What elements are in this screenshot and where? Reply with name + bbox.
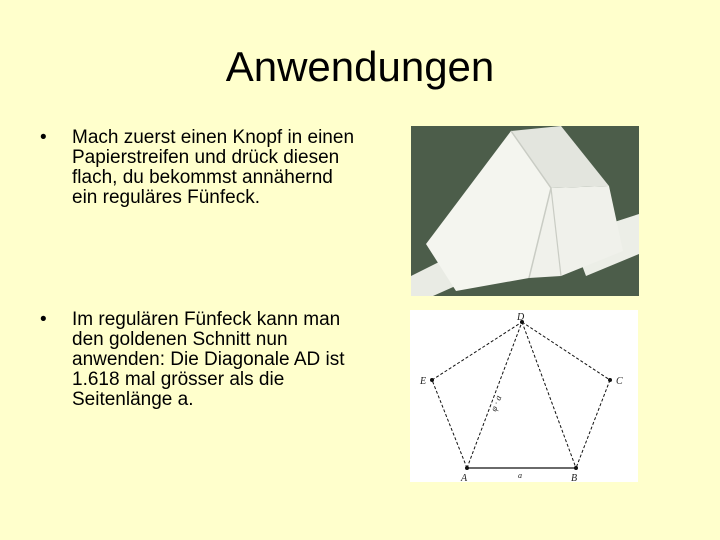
bullet-text: Im regulären Fünfeck kann man den goldenen Schnitt nun anwenden: Die Diagonale AD ist 1.618 mal grösser als die Seitenlänge a. xyxy=(72,309,345,410)
side-cb xyxy=(576,380,610,468)
vertex-label-d: D xyxy=(517,312,525,323)
vertex-c-point xyxy=(608,378,612,382)
vertex-b-point xyxy=(574,466,578,470)
vertex-a-point xyxy=(465,466,469,470)
vertex-label-e: E xyxy=(420,376,427,387)
side-label-a: a xyxy=(518,471,522,480)
slide-title: Anwendungen xyxy=(225,43,495,90)
vertex-label-a: A xyxy=(461,473,468,482)
side-dc xyxy=(522,322,610,380)
bullet-marker: • xyxy=(40,309,47,330)
side-ed xyxy=(432,322,522,380)
bullet-marker: • xyxy=(40,127,47,148)
diagonal-db xyxy=(522,322,576,468)
diagonal-label: φ · a xyxy=(488,394,504,413)
vertex-label-b: B xyxy=(571,473,578,482)
side-ae xyxy=(432,380,467,468)
bullet-item-golden-ratio xyxy=(40,310,350,450)
vertex-e-point xyxy=(430,378,434,382)
folded-paper-photo xyxy=(411,126,639,296)
folded-paper-illustration xyxy=(411,126,639,296)
vertex-label-c: C xyxy=(616,376,623,387)
pentagon-diagram xyxy=(410,310,638,482)
bullet-item-knot xyxy=(40,127,355,248)
pentagon-svg xyxy=(410,310,638,482)
bullet-text: Mach zuerst einen Knopf in einen Papierstreifen und drück diesen flach, du bekommst annähernd ein reguläres Fünfeck. xyxy=(72,127,355,208)
